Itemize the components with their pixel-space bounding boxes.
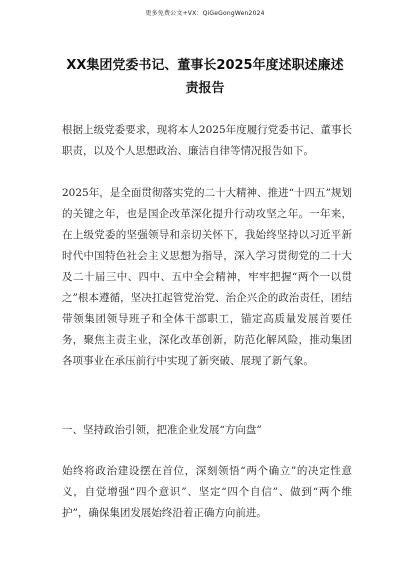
paragraph-section-1: 始终将政治建设摆在首位，深刻领悟“两个确立”的决定性意义，自觉增强“四个意识”、坚定“四个自信”、做到“两个维护”，确保集团发展始终沿着正确方向前进。 [62,465,352,519]
paragraph-overview: 2025年，是全面贯彻落实党的二十大精神、推进“十四五”规划的关键之年，也是国企改革深化提升行动攻坚之年。一年来，在上级党委的坚强领导和亲切关怀下，我始终坚持以习近平新时代中国特色社会主义思想为指导，深入学习贯彻党的二十大及二十届三中、四中、五中全会精神，牢牢把握“两个一以贯之”根本遵循，坚决扛起管党治党、治企兴企的政治责任，团结带领集团领导班子和全体干部职工，锚定高质量发展首要任务，聚焦主责主业，深化改革创新，防范化解风险，推动集团各项事业在承压前行中实现了新突破、展现了新气象。 [62,187,352,367]
section-heading-1: 一、坚持政治引领，把准企业发展“方向盘” [62,424,262,436]
document-title: XX集团党委书记、董事长2025年度述职述廉述责报告 [66,58,344,96]
header-note: 更多免费公文+VX：QiGeGongWen2024 [145,10,265,17]
paragraph-intro: 根据上级党委要求，现将本人2025年度履行党委书记、董事长职责，以及个人思想政治、廉洁自律等情况报告如下。 [62,124,352,157]
